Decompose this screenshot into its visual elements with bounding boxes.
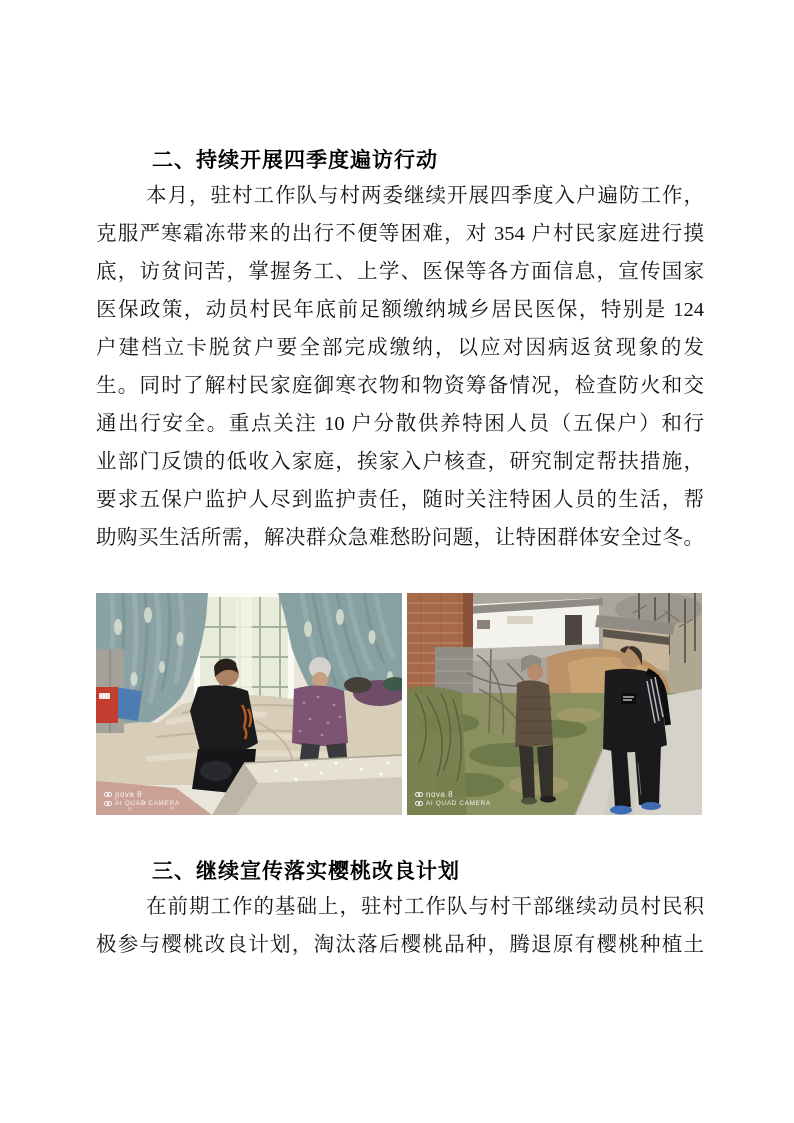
body-line: 要求五保户监护人尽到监护责任，随时关注特困人员的生活，帮 bbox=[96, 489, 704, 511]
watermark-device-label: nova 8 bbox=[426, 790, 454, 799]
section-heading-2: 二、持续开展四季度遍访行动 bbox=[152, 149, 438, 172]
body-line: 底，访贫问苦，掌握务工、上学、医保等各方面信息，宣传国家 bbox=[96, 261, 704, 283]
camera-watermark bbox=[415, 790, 491, 808]
body-line: 助购买生活所需，解决群众急难愁盼问题，让特困群体安全过冬。 bbox=[96, 527, 704, 549]
section-heading-3: 三、继续宣传落实樱桃改良计划 bbox=[152, 860, 460, 883]
paragraph-section-3 bbox=[96, 888, 704, 964]
photo-row bbox=[96, 593, 702, 815]
huawei-rings-icon bbox=[415, 792, 423, 797]
photo-indoor-visit bbox=[96, 593, 402, 815]
watermark-device-label: nova 8 bbox=[115, 790, 143, 799]
huawei-rings-icon bbox=[415, 801, 423, 806]
body-line: 通出行安全。重点关注 10 户分散供养特困人员（五保户）和行 bbox=[96, 413, 704, 435]
indoor-visit-illustration bbox=[96, 593, 402, 815]
camera-watermark bbox=[104, 790, 180, 808]
body-line: 医保政策，动员村民年底前足额缴纳城乡居民医保，特别是 124 bbox=[96, 299, 704, 321]
body-line: 克服严寒霜冻带来的出行不便等困难，对 354 户村民家庭进行摸 bbox=[96, 223, 704, 245]
huawei-rings-icon bbox=[104, 801, 112, 806]
body-line: 户建档立卡脱贫户要全部完成缴纳，以应对因病返贫现象的发 bbox=[96, 337, 704, 359]
body-line: 业部门反馈的低收入家庭，挨家入户核查，研究制定帮扶措施， bbox=[96, 451, 704, 473]
photo-outdoor-visit bbox=[407, 593, 702, 815]
watermark-camera-label: AI QUAD CAMERA bbox=[426, 800, 491, 807]
body-line: 本月，驻村工作队与村两委继续开展四季度入户遍防工作， bbox=[146, 185, 704, 207]
paragraph-section-2 bbox=[96, 177, 704, 557]
body-line: 生。同时了解村民家庭御寒衣物和物资筹备情况，检查防火和交 bbox=[96, 375, 704, 397]
huawei-rings-icon bbox=[104, 792, 112, 797]
watermark-camera-label: AI QUAD CAMERA bbox=[115, 800, 180, 807]
outdoor-visit-illustration bbox=[407, 593, 702, 815]
body-line: 在前期工作的基础上，驻村工作队与村干部继续动员村民积 bbox=[146, 896, 704, 918]
body-line: 极参与樱桃改良计划，淘汰落后樱桃品种，腾退原有樱桃种植土 bbox=[96, 934, 704, 956]
